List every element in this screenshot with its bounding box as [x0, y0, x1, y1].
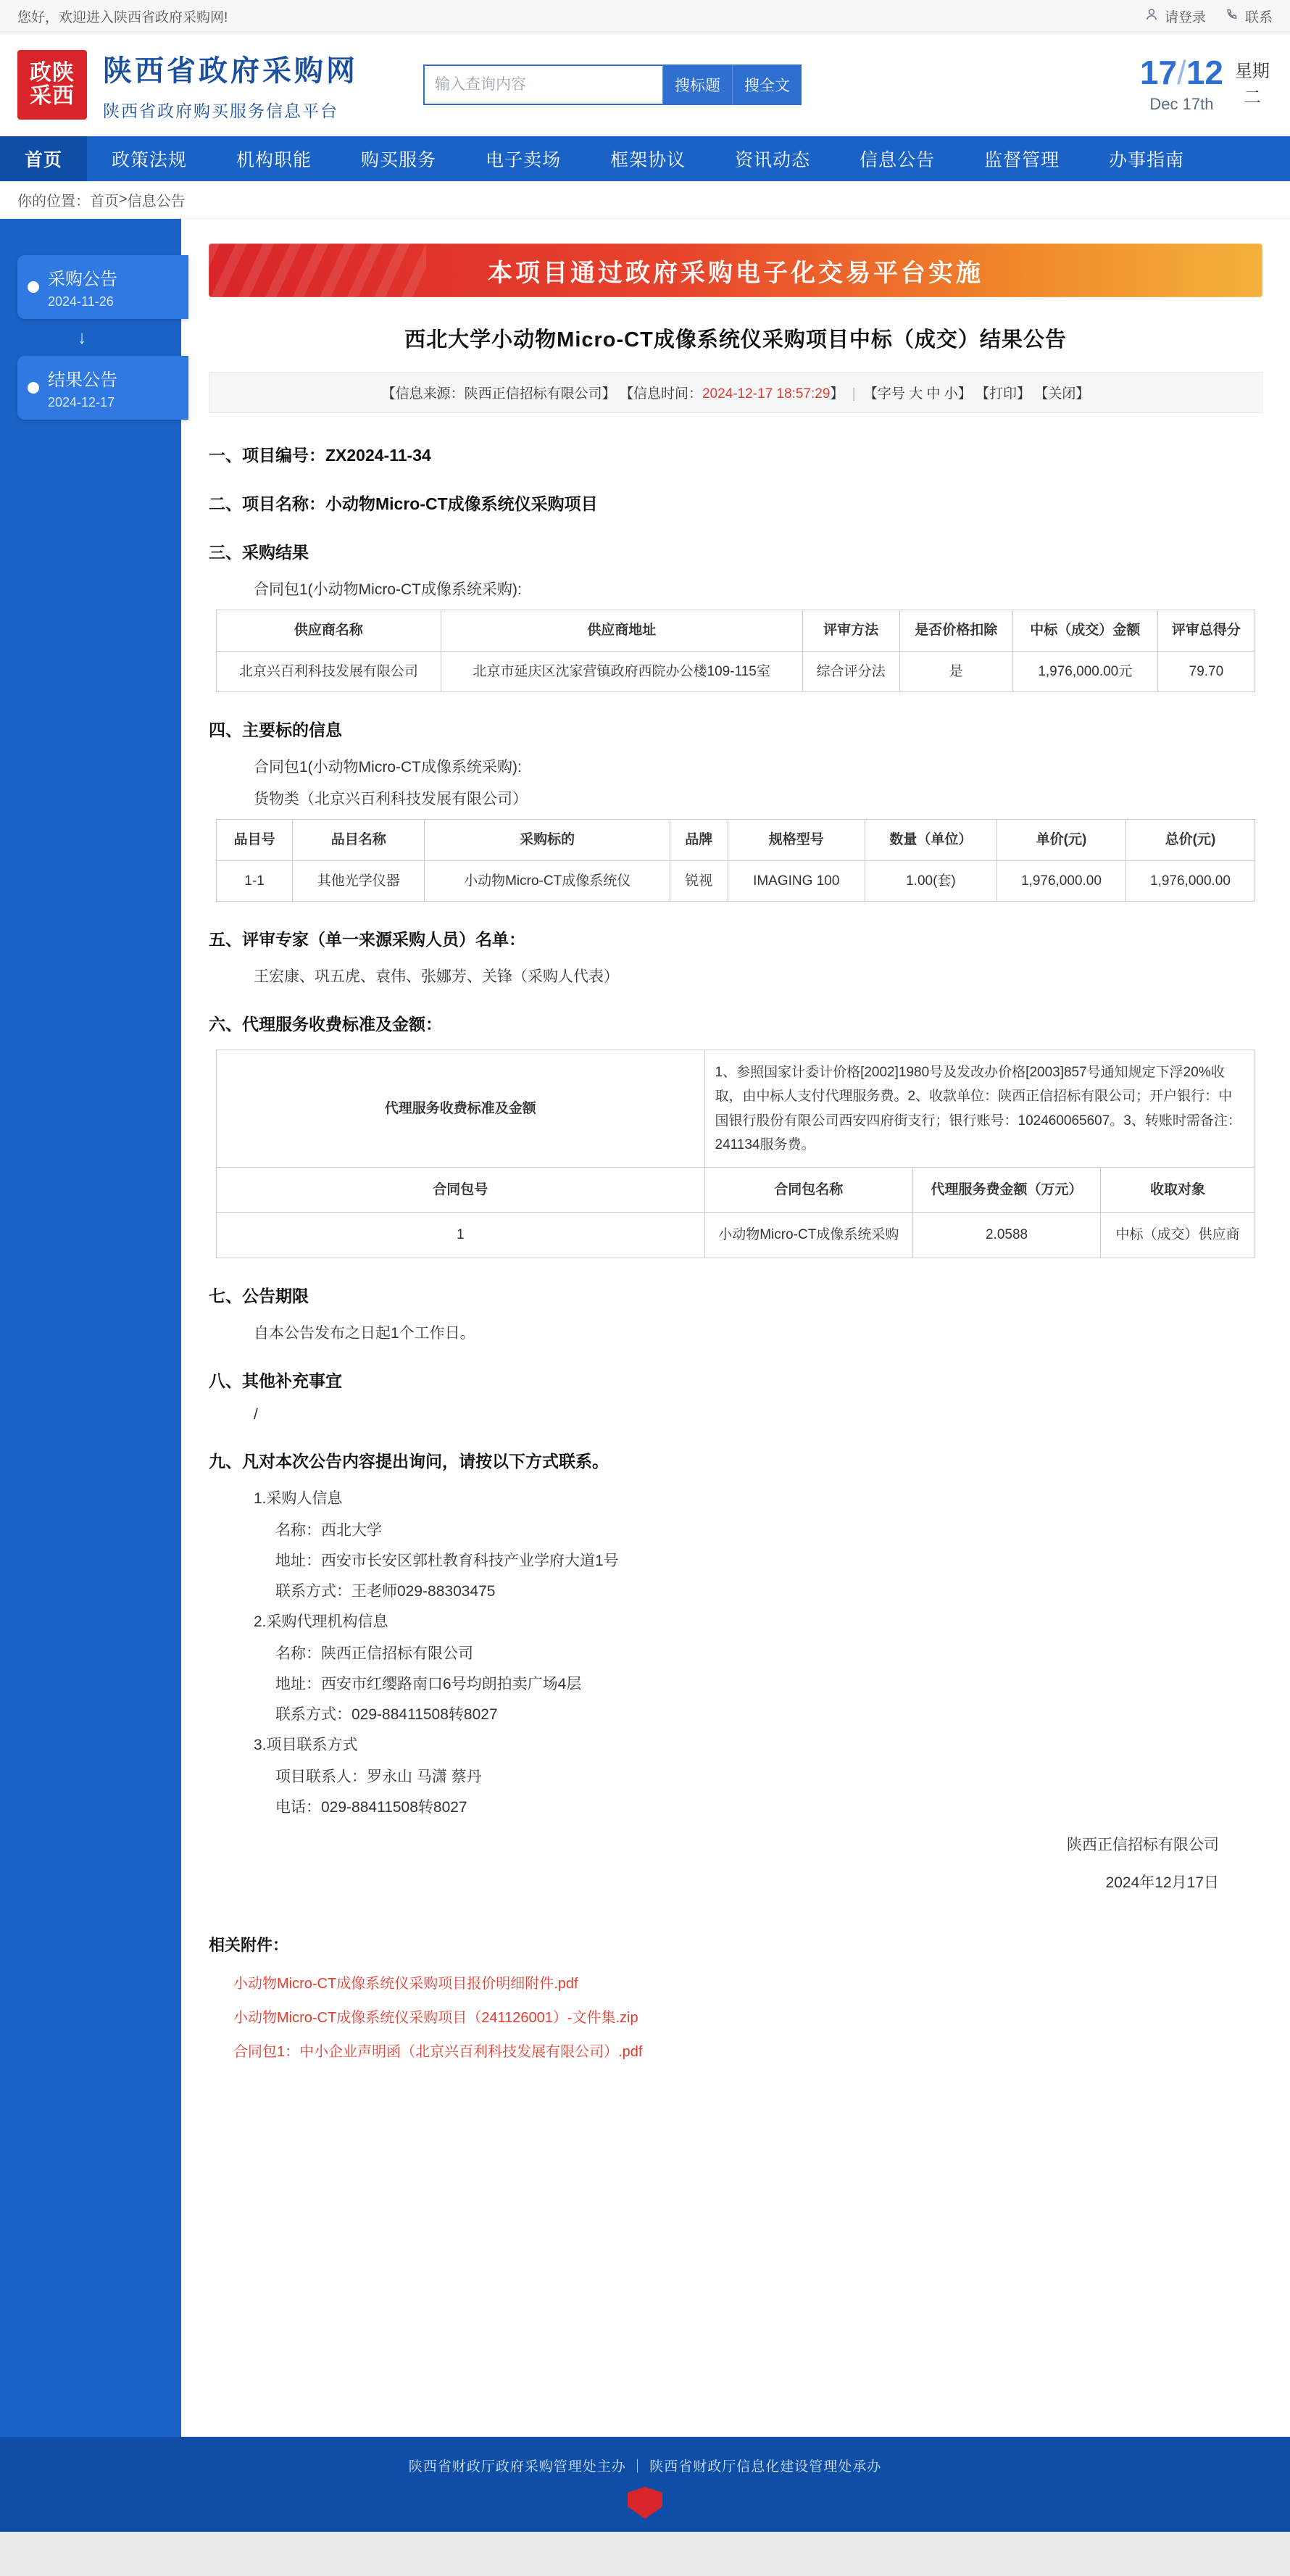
attachment-link-2[interactable]: 小动物Micro-CT成像系统仪采购项目（241126001）-文件集.zip: [233, 2009, 638, 2026]
section-4-kind: 货物类（北京兴百利科技发展有限公司）: [254, 791, 528, 808]
meta-time-end: 】: [830, 386, 844, 402]
attachment-link-1[interactable]: 小动物Micro-CT成像系统仪采购项目报价明细附件.pdf: [233, 1975, 578, 1992]
print-button[interactable]: 【打印】: [975, 386, 1031, 402]
search-box: [423, 65, 802, 105]
font-size-control[interactable]: 【字号 大 中 小】: [863, 386, 972, 402]
col-total-price: 总价(元): [1125, 820, 1254, 861]
cell-award-amount: 1,976,000.00元: [1012, 651, 1157, 692]
nav-item-guide[interactable]: 办事指南: [1109, 150, 1185, 170]
cell-subject: 小动物Micro-CT成像系统仪: [425, 860, 670, 902]
nav-item-emarket[interactable]: 电子卖场: [486, 150, 562, 170]
sidebar-item-purchase-notice[interactable]: [17, 255, 188, 319]
nav-item-supervision[interactable]: 监督管理: [984, 150, 1060, 170]
agent-address: 地址：西安市红缨路南口6号均朗拍卖广场4层: [275, 1675, 582, 1692]
col-unit-price: 单价(元): [996, 820, 1125, 861]
logo-line-2: 采西: [30, 83, 75, 109]
cell-item-no: 1-1: [217, 860, 293, 902]
sidebar-item-label: 采购公告: [48, 270, 117, 289]
cell-total-price: 1,976,000.00: [1125, 860, 1254, 902]
col-price-deduction: 是否价格扣除: [899, 610, 1012, 652]
section-4-heading: 四、主要标的信息: [209, 720, 342, 740]
date-month: 12: [1186, 54, 1223, 91]
signoff-org: 陕西正信招标有限公司: [1067, 1836, 1219, 1853]
site-header: [0, 33, 1290, 136]
cell-fee-amount: 2.0588: [913, 1213, 1101, 1258]
col-fee-payer: 收取对象: [1101, 1168, 1255, 1213]
col-quantity: 数量（单位）: [865, 820, 996, 861]
welcome-text: 您好，欢迎进入陕西省政府采购网!: [17, 10, 228, 25]
cell-model: IMAGING 100: [728, 860, 865, 902]
meta-time-label: 【信息时间：: [619, 386, 702, 402]
site-logo[interactable]: [17, 50, 87, 120]
cell-fee-payer: 中标（成交）供应商: [1101, 1213, 1255, 1258]
nav-item-home[interactable]: 首页: [0, 136, 87, 181]
attachments-title: 相关附件：: [209, 1935, 289, 1954]
date-week-value: 二: [1244, 88, 1261, 107]
search-input[interactable]: [423, 65, 662, 105]
section-5-heading: 五、评审专家（单一来源采购人员）名单：: [209, 930, 525, 950]
bullet-icon: [28, 382, 39, 394]
col-package-no: 合同包号: [217, 1168, 705, 1213]
sidebar-item-date: 2024-12-17: [48, 395, 115, 410]
buyer-name: 名称：西北大学: [275, 1521, 382, 1539]
nav-item-news[interactable]: 资讯动态: [735, 150, 811, 170]
col-brand: 品牌: [670, 820, 728, 861]
col-package-name: 合同包名称: [704, 1168, 913, 1213]
agency-fee-table: [216, 1050, 1255, 1258]
col-item-name: 品目名称: [293, 820, 425, 861]
platform-banner: 本项目通过政府采购电子化交易平台实施: [209, 244, 1262, 297]
table-row: [217, 651, 1255, 692]
section-4-package: 合同包1(小动物Micro-CT成像系统采购):: [254, 759, 522, 776]
nav-item-services[interactable]: 购买服务: [361, 150, 437, 170]
col-supplier-name: 供应商名称: [217, 610, 441, 652]
sidebar-item-result-notice[interactable]: [17, 356, 188, 420]
fee-standard-label: 代理服务收费标准及金额: [217, 1050, 705, 1168]
national-emblem-icon: [625, 2487, 665, 2520]
signoff-date: 2024年12月17日: [1105, 1874, 1219, 1891]
attachment-list: [209, 1972, 1262, 2061]
col-subject: 采购标的: [425, 820, 670, 861]
site-subtitle: 陕西省政府购买服务信息平台: [103, 101, 338, 120]
sidebar-item-date: 2024-11-26: [48, 294, 114, 309]
sidebar: [0, 219, 181, 2437]
nav-item-policy[interactable]: 政策法规: [112, 150, 188, 170]
footer-undertaker: 陕西省财政厅信息化建设管理处承办: [649, 2459, 882, 2475]
date-week-label: 星期: [1235, 62, 1270, 81]
breadcrumb-current: 信息公告: [127, 194, 186, 209]
col-total-score: 评审总得分: [1157, 610, 1254, 652]
chevron-down-icon: ↓: [77, 326, 87, 348]
agent-name: 名称：陕西正信招标有限公司: [275, 1645, 473, 1662]
cell-unit-price: 1,976,000.00: [996, 860, 1125, 902]
section-7-text: 自本公告发布之日起1个工作日。: [254, 1324, 475, 1342]
fee-standard-description: 1、参照国家计委计价格[2002]1980号及发改办价格[2003]857号通知规定下浮20%收取，由中标人支付代理服务费。2、收款单位：陕西正信招标有限公司；开户银行：中国银行股份有限公司西安四府街支行；银行账号：102460065607。3、转账时需备注：241134服务费。: [704, 1050, 1255, 1168]
site-title-block: [103, 48, 358, 122]
cell-item-name: 其他光学仪器: [293, 860, 425, 902]
expert-names: 王宏康、巩五虎、袁伟、张娜芳、关锋（采购人代表）: [254, 968, 619, 986]
login-label: 请登录: [1164, 10, 1206, 25]
breadcrumb-home[interactable]: 首页: [90, 194, 119, 209]
search-fulltext-button[interactable]: 搜全文: [732, 65, 802, 105]
project-contact-heading: 3.项目联系方式: [254, 1736, 358, 1753]
cell-supplier-name: 北京兴百利科技发展有限公司: [217, 651, 441, 692]
user-icon: [1144, 7, 1159, 26]
cell-total-score: 79.70: [1157, 651, 1254, 692]
cell-package-name: 小动物Micro-CT成像系统采购: [704, 1213, 913, 1258]
breadcrumb: [0, 181, 1290, 219]
project-contact-phone: 电话：029-88411508转8027: [275, 1798, 467, 1816]
logo-line-1: 政陕: [30, 59, 75, 86]
col-fee-amount: 代理服务费金额（万元）: [913, 1168, 1101, 1213]
footer-separator: ｜: [630, 2459, 645, 2475]
buyer-contact: 联系方式：王老师029-88303475: [275, 1582, 496, 1600]
nav-item-functions[interactable]: 机构职能: [236, 150, 312, 170]
breadcrumb-sep: >: [119, 191, 128, 207]
cell-package-no: 1: [217, 1213, 705, 1258]
buyer-address: 地址：西安市长安区郭杜教育科技产业学府大道1号: [275, 1552, 619, 1569]
agent-contact: 联系方式：029-88411508转8027: [275, 1705, 498, 1723]
page-title: 西北大学小动物Micro-CT成像系统仪采购项目中标（成交）结果公告: [404, 328, 1067, 352]
breadcrumb-prefix: 你的位置：: [17, 194, 90, 209]
col-model: 规格型号: [728, 820, 865, 861]
footer-organizer: 陕西省财政厅政府采购管理处主办: [408, 2459, 626, 2475]
cell-price-deduction: 是: [899, 651, 1012, 692]
nav-item-announcements[interactable]: 信息公告: [860, 150, 936, 170]
section-6-heading: 六、代理服务收费标准及金额：: [209, 1015, 442, 1034]
main-nav: [0, 136, 1290, 181]
section-7-heading: 七、公告期限: [209, 1286, 309, 1305]
close-button[interactable]: 【关闭】: [1034, 386, 1090, 402]
meta-source: 【信息来源：陕西正信招标有限公司】: [381, 386, 616, 402]
goods-table: [216, 819, 1255, 902]
col-award-amount: 中标（成交）金额: [1012, 610, 1157, 652]
document-meta-bar: 【信息来源：陕西正信招标有限公司】 【信息时间：2024-12-17 18:57:29】 | 【字号 大 中 小】 【打印】 【关闭】: [209, 372, 1262, 413]
search-title-button[interactable]: 搜标题: [662, 65, 732, 105]
result-table: [216, 610, 1255, 692]
date-english: Dec 17th: [1149, 95, 1214, 113]
section-8-text: /: [254, 1405, 258, 1423]
section-2-heading: 二、项目名称：小动物Micro-CT成像系统仪采购项目: [209, 494, 598, 513]
contact-label: 联系: [1244, 10, 1273, 25]
login-link[interactable]: [1144, 7, 1206, 26]
cell-brand: 锐视: [670, 860, 728, 902]
site-title: 陕西省政府采购网: [103, 55, 358, 87]
section-9-heading: 九、凡对本次公告内容提出询问，请按以下方式联系。: [209, 1451, 609, 1471]
cell-supplier-address: 北京市延庆区沈家营镇政府西院办公楼109-115室: [441, 651, 802, 692]
buyer-info-heading: 1.采购人信息: [254, 1489, 343, 1507]
document-body: [181, 219, 1290, 2117]
phone-icon: [1225, 7, 1239, 26]
col-review-method: 评审方法: [802, 610, 899, 652]
col-supplier-address: 供应商地址: [441, 610, 802, 652]
section-3-heading: 三、采购结果: [209, 543, 309, 562]
table-row: [217, 860, 1255, 902]
date-block: [1140, 56, 1273, 114]
date-day: 17: [1139, 54, 1178, 91]
contact-link[interactable]: [1225, 7, 1273, 26]
date-slash: /: [1177, 54, 1186, 91]
sidebar-item-label: 结果公告: [48, 370, 117, 390]
project-contact-person: 项目联系人：罗永山 马潇 蔡丹: [275, 1768, 482, 1785]
cell-quantity: 1.00(套): [865, 860, 996, 902]
table-row: [217, 1213, 1255, 1258]
nav-item-framework[interactable]: 框架协议: [610, 150, 686, 170]
bullet-icon: [28, 281, 39, 293]
table-row: [217, 1050, 1255, 1168]
section-3-package: 合同包1(小动物Micro-CT成像系统采购):: [254, 581, 522, 598]
site-footer: [0, 2437, 1290, 2532]
cell-review-method: 综合评分法: [802, 651, 899, 692]
section-1-heading: 一、项目编号：ZX2024-11-34: [209, 446, 431, 465]
meta-time-value: 2024-12-17 18:57:29: [702, 386, 831, 402]
attachment-link-3[interactable]: 合同包1：中小企业声明函（北京兴百利科技发展有限公司）.pdf: [233, 2043, 643, 2060]
table-header-row: [217, 1168, 1255, 1213]
section-8-heading: 八、其他补充事宜: [209, 1371, 342, 1390]
table-header-row: [217, 820, 1255, 861]
agent-info-heading: 2.采购代理机构信息: [254, 1613, 388, 1630]
table-header-row: [217, 610, 1255, 652]
col-item-no: 品目号: [217, 820, 293, 861]
content-area: [0, 219, 1290, 2437]
top-utility-bar: [0, 0, 1290, 33]
